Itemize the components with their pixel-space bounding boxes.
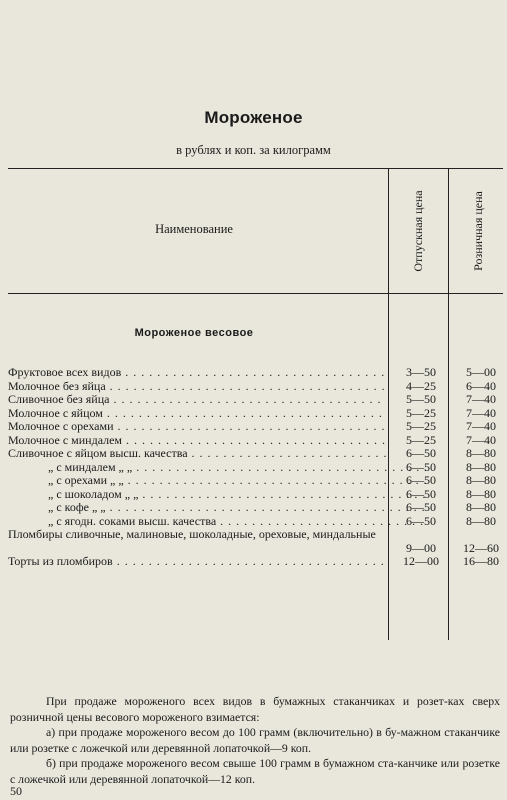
retail-price: 8—80: [466, 446, 496, 460]
retail-price: 5—00: [466, 365, 496, 379]
retail-price: 8—80: [466, 486, 496, 501]
retail-price: 7—40: [466, 405, 496, 420]
header-name: Наименование: [155, 222, 233, 236]
table-top-rule: [8, 168, 503, 169]
wholesale-price: 6—50: [406, 473, 436, 487]
wholesale-price: 6—50: [406, 459, 436, 474]
retail-price: 6—40: [466, 378, 496, 393]
table-row: [8, 366, 503, 380]
table-row: [8, 407, 503, 421]
page-subtitle: в рублях и коп. за килограмм: [176, 143, 331, 157]
item-name: Пломбиры сливочные, малиновые, шоколадные, ореховые, миндальные: [8, 527, 376, 541]
header-wholesale-price: Отпускная цена: [411, 190, 425, 272]
table-row: [8, 380, 503, 394]
item-name: Молочное с яйцом . . .: [8, 407, 386, 421]
wholesale-price: 6—50: [406, 500, 436, 514]
table-row: [8, 447, 503, 461]
table-row: [8, 501, 503, 515]
retail-price: 8—80: [466, 473, 496, 487]
footnote-item-b: б) при продаже мороженого весом свыше 100 грамм в бумажном ста-канчике или розетке с ложечкой или деревянной лопаточкой—12 коп.: [10, 756, 500, 786]
table-row: [8, 434, 503, 448]
item-name: „ с ягодн. соками высш. качества . . .: [8, 515, 426, 529]
page-title: Мороженое: [204, 108, 303, 127]
wholesale-price: 5—25: [406, 419, 436, 433]
wholesale-price: 6—50: [406, 446, 436, 460]
item-name: Молочное с орехами . . .: [8, 420, 386, 434]
table-row: [8, 488, 503, 502]
retail-price: 8—80: [466, 459, 496, 474]
wholesale-price: 5—25: [406, 432, 436, 447]
table-row: [8, 420, 503, 434]
item-name: „ с орехами „ „ . . .: [8, 474, 426, 488]
item-name: „ с шоколадом „ „ . . .: [8, 488, 426, 502]
item-name: „ с кофе „ „ . . .: [8, 501, 426, 515]
item-name: „ с миндалем „ „ . . .: [8, 461, 426, 475]
table-row: [8, 461, 503, 475]
item-name: Сливочное без яйца . . .: [8, 393, 386, 407]
retail-price: 7—40: [466, 419, 496, 433]
wholesale-price: 6—50: [406, 486, 436, 501]
item-name: Фруктовое всех видов . . .: [8, 366, 386, 380]
wholesale-price: 5—25: [406, 405, 436, 420]
table-row: [8, 474, 503, 488]
table-row: [8, 393, 503, 407]
price-table-body: [8, 366, 503, 569]
table-row: [8, 528, 503, 555]
wholesale-price: 5—50: [406, 392, 436, 406]
wholesale-price: 6—50: [406, 513, 436, 528]
wholesale-price: 9—00: [406, 540, 436, 555]
wholesale-price: 12—00: [403, 554, 439, 568]
table-row: [8, 555, 503, 569]
retail-price: 16—80: [463, 554, 499, 568]
section-title: Мороженое весовое: [134, 327, 254, 339]
item-name: Молочное с миндалем . . .: [8, 434, 386, 448]
item-name: Торты из пломбиров . . .: [8, 555, 386, 569]
retail-price: 8—80: [466, 513, 496, 528]
table-row: [8, 515, 503, 529]
wholesale-price: 3—50: [406, 365, 436, 379]
retail-price: 12—60: [463, 540, 499, 555]
retail-price: 7—40: [466, 392, 496, 406]
wholesale-price: 4—25: [406, 378, 436, 393]
retail-price: 8—80: [466, 500, 496, 514]
header-retail-price: Розничная цена: [471, 191, 485, 271]
footnote: [10, 694, 500, 787]
footnote-item-a: а) при продаже мороженого весом до 100 грамм (включительно) в бу-мажном стаканчике или розетке с ложечкой или деревянной лопаточкой—9 коп.: [10, 725, 500, 755]
table-header-rule: [8, 293, 503, 294]
page-number: 50: [10, 784, 22, 798]
footnote-intro: При продаже мороженого всех видов в бумажных стаканчиках и розет-ках сверх розничной цены весового мороженого взимается:: [10, 694, 500, 724]
item-name: Сливочное с яйцом высш. качества . . .: [8, 447, 386, 461]
item-name: Молочное без яйца . . .: [8, 380, 386, 394]
retail-price: 7—40: [466, 432, 496, 447]
